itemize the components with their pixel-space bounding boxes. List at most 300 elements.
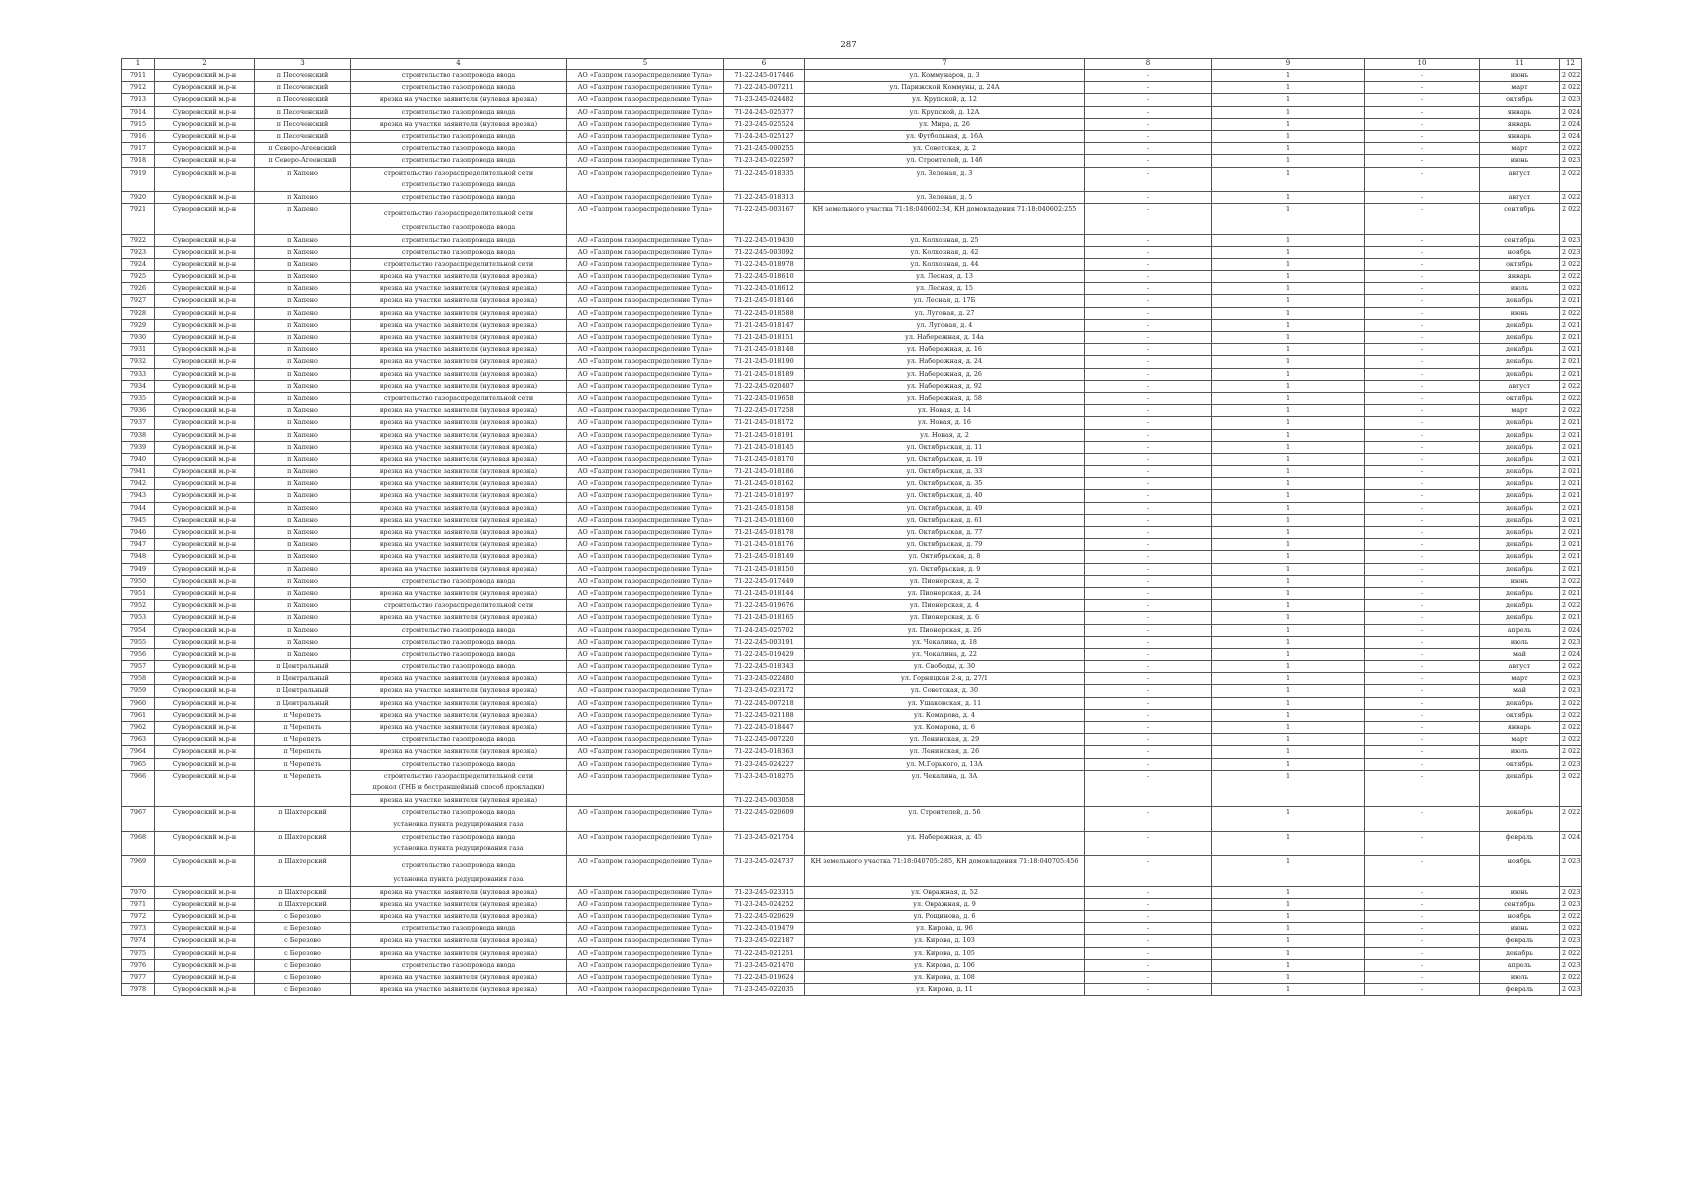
application-id: 71-21-245-018147: [724, 319, 805, 331]
organization: АО «Газпром газораспределение Тула»: [567, 94, 724, 106]
month: ноябрь: [1480, 910, 1560, 922]
district: Суворовский м.р-н: [155, 984, 255, 996]
col-8-value: -: [1085, 271, 1212, 283]
col-8-value: -: [1085, 935, 1212, 947]
row-number: 7933: [122, 368, 155, 380]
table-row: [122, 648, 1582, 660]
district: Суворовский м.р-н: [155, 118, 255, 130]
year: 2 023: [1560, 636, 1582, 648]
row-number: 7960: [122, 697, 155, 709]
organization: [567, 782, 724, 794]
organization: АО «Газпром газораспределение Тула»: [567, 722, 724, 734]
address: ул. Свободы, д. 30: [805, 661, 1085, 673]
month: декабрь: [1480, 490, 1560, 502]
col-8-value: -: [1085, 971, 1212, 983]
row-number: 7971: [122, 898, 155, 910]
col-9-value: 1: [1212, 234, 1365, 246]
address: ул. Колхозная, д. 42: [805, 246, 1085, 258]
organization: АО «Газпром газораспределение Тула»: [567, 106, 724, 118]
col-10-value: -: [1365, 429, 1480, 441]
year: 2 023: [1560, 898, 1582, 910]
year: 2 024: [1560, 118, 1582, 130]
year: 2 021: [1560, 453, 1582, 465]
district: Суворовский м.р-н: [155, 935, 255, 947]
table-row: [122, 167, 1582, 179]
col-8-value: -: [1085, 959, 1212, 971]
year: 2 021: [1560, 502, 1582, 514]
organization: АО «Газпром газораспределение Тула»: [567, 307, 724, 319]
address: ул. Октябрьская, д. 77: [805, 527, 1085, 539]
header-cell: 7: [805, 59, 1085, 70]
col-8-value: -: [1085, 563, 1212, 575]
district: Суворовский м.р-н: [155, 514, 255, 526]
work-type: строительство газопровода ввода: [351, 831, 567, 843]
col-10-value: -: [1365, 344, 1480, 356]
header-cell: 2: [155, 59, 255, 70]
locality: п Песоченский: [255, 118, 351, 130]
locality: п Черепеть: [255, 734, 351, 746]
col-9-value: 1: [1212, 319, 1365, 331]
col-8-value: -: [1085, 539, 1212, 551]
district: Суворовский м.р-н: [155, 758, 255, 770]
month: декабрь: [1480, 429, 1560, 441]
work-type: строительство газораспределительной сети: [351, 167, 567, 179]
header-cell: 3: [255, 59, 351, 70]
year: 2 021: [1560, 587, 1582, 599]
district: Суворовский м.р-н: [155, 94, 255, 106]
organization: АО «Газпром газораспределение Тула»: [567, 831, 724, 855]
row-number: 7935: [122, 392, 155, 404]
address: ул. Октябрьская, д. 79: [805, 539, 1085, 551]
address: ул. Набережная, д. 45: [805, 831, 1085, 855]
year: 2 021: [1560, 344, 1582, 356]
table-row: [122, 344, 1582, 356]
work-type: установка пункта редуцирования газа: [351, 819, 567, 831]
month: июнь: [1480, 70, 1560, 82]
row-number: 7954: [122, 624, 155, 636]
locality: п Черепеть: [255, 746, 351, 758]
district: Суворовский м.р-н: [155, 466, 255, 478]
year: 2 022: [1560, 143, 1582, 155]
table-row: [122, 417, 1582, 429]
organization: АО «Газпром газораспределение Тула»: [567, 770, 724, 782]
application-id: 71-23-245-024482: [724, 94, 805, 106]
organization: АО «Газпром газораспределение Тула»: [567, 807, 724, 831]
address: ул. Пионерская, д. 2: [805, 575, 1085, 587]
col-10-value: -: [1365, 82, 1480, 94]
row-number: 7965: [122, 758, 155, 770]
col-8-value: -: [1085, 624, 1212, 636]
col-8-value: -: [1085, 332, 1212, 344]
col-10-value: -: [1365, 923, 1480, 935]
organization: АО «Газпром газораспределение Тула»: [567, 971, 724, 983]
row-number: 7972: [122, 910, 155, 922]
work-type: врезка на участке заявителя (нулевая врезка): [351, 94, 567, 106]
organization: АО «Газпром газораспределение Тула»: [567, 466, 724, 478]
organization: АО «Газпром газораспределение Тула»: [567, 551, 724, 563]
application-id: 71-22-245-018447: [724, 722, 805, 734]
col-9-value: 1: [1212, 143, 1365, 155]
application-id: 71-23-245-022187: [724, 935, 805, 947]
col-10-value: -: [1365, 283, 1480, 295]
year: 2 021: [1560, 551, 1582, 563]
application-id: [724, 782, 805, 794]
address: ул. Пионерская, д. 6: [805, 612, 1085, 624]
year: 2 023: [1560, 984, 1582, 996]
locality: п Хапено: [255, 551, 351, 563]
row-number: 7926: [122, 283, 155, 295]
table-row: [122, 722, 1582, 734]
col-10-value: -: [1365, 697, 1480, 709]
month: февраль: [1480, 935, 1560, 947]
application-id: 71-21-245-018178: [724, 527, 805, 539]
year: 2 022: [1560, 947, 1582, 959]
col-10-value: -: [1365, 575, 1480, 587]
organization: АО «Газпром газораспределение Тула»: [567, 82, 724, 94]
year: 2 024: [1560, 648, 1582, 660]
district: Суворовский м.р-н: [155, 673, 255, 685]
col-10-value: -: [1365, 258, 1480, 270]
district: Суворовский м.р-н: [155, 295, 255, 307]
month: декабрь: [1480, 478, 1560, 490]
work-type: врезка на участке заявителя (нулевая врезка): [351, 319, 567, 331]
address: ул. Коммунаров, д. 3: [805, 70, 1085, 82]
work-type: строительство газопровода ввода: [351, 856, 567, 874]
district: Суворовский м.р-н: [155, 612, 255, 624]
col-8-value: -: [1085, 82, 1212, 94]
col-9-value: 1: [1212, 478, 1365, 490]
work-type: врезка на участке заявителя (нулевая врезка): [351, 685, 567, 697]
row-number: 7951: [122, 587, 155, 599]
row-number: 7955: [122, 636, 155, 648]
organization: АО «Газпром газораспределение Тула»: [567, 587, 724, 599]
row-number: 7967: [122, 807, 155, 831]
locality: п Шахтерский: [255, 886, 351, 898]
district: Суворовский м.р-н: [155, 191, 255, 203]
application-id: 71-22-245-018612: [724, 283, 805, 295]
year: 2 022: [1560, 258, 1582, 270]
col-8-value: -: [1085, 758, 1212, 770]
col-8-value: -: [1085, 600, 1212, 612]
year: 2 022: [1560, 661, 1582, 673]
col-10-value: -: [1365, 191, 1480, 203]
organization: АО «Газпром газораспределение Тула»: [567, 204, 724, 234]
address: ул. Кирова, д. 105: [805, 947, 1085, 959]
locality: п Хапено: [255, 368, 351, 380]
application-id: 71-23-245-018275: [724, 770, 805, 782]
locality: п Хапено: [255, 307, 351, 319]
address: ул. Октябрьская, д. 61: [805, 514, 1085, 526]
col-9-value: 1: [1212, 886, 1365, 898]
col-10-value: -: [1365, 392, 1480, 404]
table-row: [122, 155, 1582, 167]
work-type: строительство газопровода ввода: [351, 758, 567, 770]
year: 2 021: [1560, 563, 1582, 575]
year: 2 022: [1560, 167, 1582, 191]
col-9-value: 1: [1212, 600, 1365, 612]
application-id: 71-22-245-003167: [724, 204, 805, 234]
year: 2 021: [1560, 319, 1582, 331]
month: июль: [1480, 971, 1560, 983]
col-8-value: -: [1085, 356, 1212, 368]
application-id: 71-21-245-018148: [724, 344, 805, 356]
year: 2 024: [1560, 106, 1582, 118]
year: 2 021: [1560, 490, 1582, 502]
organization: АО «Газпром газораспределение Тула»: [567, 295, 724, 307]
organization: АО «Газпром газораспределение Тула»: [567, 283, 724, 295]
work-type: врезка на участке заявителя (нулевая врезка): [351, 356, 567, 368]
organization: АО «Газпром газораспределение Тула»: [567, 118, 724, 130]
work-type: строительство газопровода ввода: [351, 246, 567, 258]
table-row: [122, 856, 1582, 874]
address: ул. Пионерская, д. 4: [805, 600, 1085, 612]
address: ул. Пионерская, д. 26: [805, 624, 1085, 636]
header-cell: 11: [1480, 59, 1560, 70]
organization: АО «Газпром газораспределение Тула»: [567, 368, 724, 380]
address: ул. Крупской, д. 12А: [805, 106, 1085, 118]
district: Суворовский м.р-н: [155, 319, 255, 331]
col-8-value: -: [1085, 204, 1212, 234]
work-type: строительство газораспределительной сети: [351, 204, 567, 222]
address: ул. Мира, д. 26: [805, 118, 1085, 130]
district: Суворовский м.р-н: [155, 563, 255, 575]
district: Суворовский м.р-н: [155, 709, 255, 721]
district: Суворовский м.р-н: [155, 130, 255, 142]
organization: АО «Газпром газораспределение Тула»: [567, 527, 724, 539]
district: Суворовский м.р-н: [155, 155, 255, 167]
col-9-value: 1: [1212, 70, 1365, 82]
table-row: [122, 959, 1582, 971]
application-id: 71-22-245-018313: [724, 191, 805, 203]
year: 2 023: [1560, 234, 1582, 246]
col-8-value: -: [1085, 527, 1212, 539]
application-id: 71-22-245-018363: [724, 746, 805, 758]
application-id: 71-21-245-018165: [724, 612, 805, 624]
address: ул. Октябрьская, д. 35: [805, 478, 1085, 490]
application-id: 71-22-245-018610: [724, 271, 805, 283]
application-id: 71-23-245-024252: [724, 898, 805, 910]
table-row: [122, 106, 1582, 118]
address: КН земельного участка 71:18:040602:34, КН домовладения 71:18:040602:255: [805, 204, 1085, 234]
month: декабрь: [1480, 697, 1560, 709]
col-10-value: -: [1365, 307, 1480, 319]
month: сентябрь: [1480, 204, 1560, 234]
locality: п Шахтерский: [255, 898, 351, 910]
year: 2 021: [1560, 466, 1582, 478]
locality: п Хапено: [255, 344, 351, 356]
col-10-value: -: [1365, 709, 1480, 721]
table-row: [122, 758, 1582, 770]
locality: с Березово: [255, 947, 351, 959]
col-8-value: -: [1085, 319, 1212, 331]
table-row: [122, 575, 1582, 587]
work-type: врезка на участке заявителя (нулевая врезка): [351, 453, 567, 465]
address: ул. Набережная, д. 26: [805, 368, 1085, 380]
month: июнь: [1480, 886, 1560, 898]
col-9-value: 1: [1212, 271, 1365, 283]
col-9-value: 1: [1212, 246, 1365, 258]
address: ул. Советская, д. 2: [805, 143, 1085, 155]
col-8-value: -: [1085, 831, 1212, 855]
work-type: строительство газопровода ввода: [351, 636, 567, 648]
col-9-value: 1: [1212, 959, 1365, 971]
district: Суворовский м.р-н: [155, 502, 255, 514]
work-type: врезка на участке заявителя (нулевая врезка): [351, 307, 567, 319]
col-10-value: -: [1365, 490, 1480, 502]
address: ул. Парижской Коммуны, д. 24А: [805, 82, 1085, 94]
col-10-value: -: [1365, 94, 1480, 106]
address: ул. Колхозная, д. 44: [805, 258, 1085, 270]
work-type: врезка на участке заявителя (нулевая врезка): [351, 551, 567, 563]
district: Суворовский м.р-н: [155, 344, 255, 356]
col-10-value: -: [1365, 453, 1480, 465]
col-10-value: -: [1365, 648, 1480, 660]
row-number: 7945: [122, 514, 155, 526]
organization: АО «Газпром газораспределение Тула»: [567, 441, 724, 453]
col-9-value: 1: [1212, 673, 1365, 685]
col-9-value: 1: [1212, 984, 1365, 996]
address: ул. Луговая, д. 27: [805, 307, 1085, 319]
month: февраль: [1480, 984, 1560, 996]
row-number: 7964: [122, 746, 155, 758]
table-row: [122, 984, 1582, 996]
organization: АО «Газпром газораспределение Тула»: [567, 648, 724, 660]
col-10-value: -: [1365, 118, 1480, 130]
work-type: врезка на участке заявителя (нулевая врезка): [351, 984, 567, 996]
col-10-value: -: [1365, 539, 1480, 551]
col-10-value: -: [1365, 959, 1480, 971]
address: ул. Октябрьская, д. 40: [805, 490, 1085, 502]
col-9-value: 1: [1212, 283, 1365, 295]
col-8-value: -: [1085, 746, 1212, 758]
work-type: врезка на участке заявителя (нулевая врезка): [351, 722, 567, 734]
col-9-value: 1: [1212, 380, 1365, 392]
row-number: 7921: [122, 204, 155, 234]
organization: АО «Газпром газораспределение Тула»: [567, 923, 724, 935]
application-id: 71-22-245-020629: [724, 910, 805, 922]
work-type: строительство газопровода ввода: [351, 222, 567, 234]
district: Суворовский м.р-н: [155, 661, 255, 673]
col-10-value: -: [1365, 971, 1480, 983]
locality: п Хапено: [255, 441, 351, 453]
row-number: 7917: [122, 143, 155, 155]
month: декабрь: [1480, 466, 1560, 478]
year: 2 023: [1560, 856, 1582, 886]
district: Суворовский м.р-н: [155, 807, 255, 831]
row-number: 7916: [122, 130, 155, 142]
application-id: 71-23-245-022035: [724, 984, 805, 996]
table-row: [122, 563, 1582, 575]
col-8-value: -: [1085, 709, 1212, 721]
organization: АО «Газпром газораспределение Тула»: [567, 959, 724, 971]
work-type: врезка на участке заявителя (нулевая врезка): [351, 746, 567, 758]
col-9-value: 1: [1212, 587, 1365, 599]
locality: п Песоченский: [255, 70, 351, 82]
locality: п Хапено: [255, 636, 351, 648]
district: Суворовский м.р-н: [155, 587, 255, 599]
col-8-value: -: [1085, 770, 1212, 807]
application-id: 71-21-245-018149: [724, 551, 805, 563]
row-number: 7973: [122, 923, 155, 935]
address: ул. Набережная, д. 16: [805, 344, 1085, 356]
work-type: строительство газопровода ввода: [351, 648, 567, 660]
work-type: врезка на участке заявителя (нулевая врезка): [351, 709, 567, 721]
district: Суворовский м.р-н: [155, 648, 255, 660]
locality: п Хапено: [255, 295, 351, 307]
work-type: врезка на участке заявителя (нулевая врезка): [351, 405, 567, 417]
table-row: [122, 612, 1582, 624]
application-id: 71-22-245-003191: [724, 636, 805, 648]
locality: с Березово: [255, 923, 351, 935]
col-9-value: 1: [1212, 167, 1365, 191]
organization: АО «Газпром газораспределение Тула»: [567, 746, 724, 758]
organization: АО «Газпром газораспределение Тула»: [567, 612, 724, 624]
organization: АО «Газпром газораспределение Тула»: [567, 636, 724, 648]
year: 2 021: [1560, 441, 1582, 453]
month: декабрь: [1480, 551, 1560, 563]
year: 2 022: [1560, 971, 1582, 983]
locality: п Хапено: [255, 587, 351, 599]
col-9-value: 1: [1212, 947, 1365, 959]
year: 2 022: [1560, 271, 1582, 283]
col-9-value: 1: [1212, 307, 1365, 319]
organization: АО «Газпром газораспределение Тула»: [567, 947, 724, 959]
organization: АО «Газпром газораспределение Тула»: [567, 380, 724, 392]
application-id: 71-23-245-022480: [724, 673, 805, 685]
year: 2 022: [1560, 910, 1582, 922]
month: декабрь: [1480, 527, 1560, 539]
application-id: 71-21-245-018144: [724, 587, 805, 599]
col-10-value: -: [1365, 368, 1480, 380]
month: январь: [1480, 130, 1560, 142]
month: ноябрь: [1480, 246, 1560, 258]
application-id: 71-22-245-019429: [724, 648, 805, 660]
organization: АО «Газпром газораспределение Тула»: [567, 405, 724, 417]
organization: АО «Газпром газораспределение Тула»: [567, 429, 724, 441]
col-8-value: -: [1085, 587, 1212, 599]
col-10-value: -: [1365, 770, 1480, 807]
year: 2 022: [1560, 380, 1582, 392]
col-8-value: -: [1085, 307, 1212, 319]
application-id: 71-22-245-007220: [724, 734, 805, 746]
col-10-value: -: [1365, 856, 1480, 886]
col-9-value: 1: [1212, 368, 1365, 380]
table-row: [122, 118, 1582, 130]
row-number: 7940: [122, 453, 155, 465]
work-type: прокол (ГНБ и бестраншейный способ прокладки): [351, 782, 567, 794]
col-8-value: -: [1085, 258, 1212, 270]
work-type: врезка на участке заявителя (нулевая врезка): [351, 795, 567, 807]
col-10-value: -: [1365, 636, 1480, 648]
table-row: [122, 94, 1582, 106]
col-8-value: -: [1085, 478, 1212, 490]
work-type: строительство газопровода ввода: [351, 959, 567, 971]
col-8-value: -: [1085, 155, 1212, 167]
row-number: 7974: [122, 935, 155, 947]
address: ул. Лесная, д. 17Б: [805, 295, 1085, 307]
month: июнь: [1480, 923, 1560, 935]
organization: АО «Газпром газораспределение Тула»: [567, 332, 724, 344]
year: 2 022: [1560, 405, 1582, 417]
address: ул. Набережная, д. 24: [805, 356, 1085, 368]
col-10-value: -: [1365, 758, 1480, 770]
district: Суворовский м.р-н: [155, 143, 255, 155]
application-id: 71-24-245-025127: [724, 130, 805, 142]
organization: АО «Газпром газораспределение Тула»: [567, 661, 724, 673]
col-9-value: 1: [1212, 514, 1365, 526]
table-row: [122, 356, 1582, 368]
table-row: [122, 441, 1582, 453]
